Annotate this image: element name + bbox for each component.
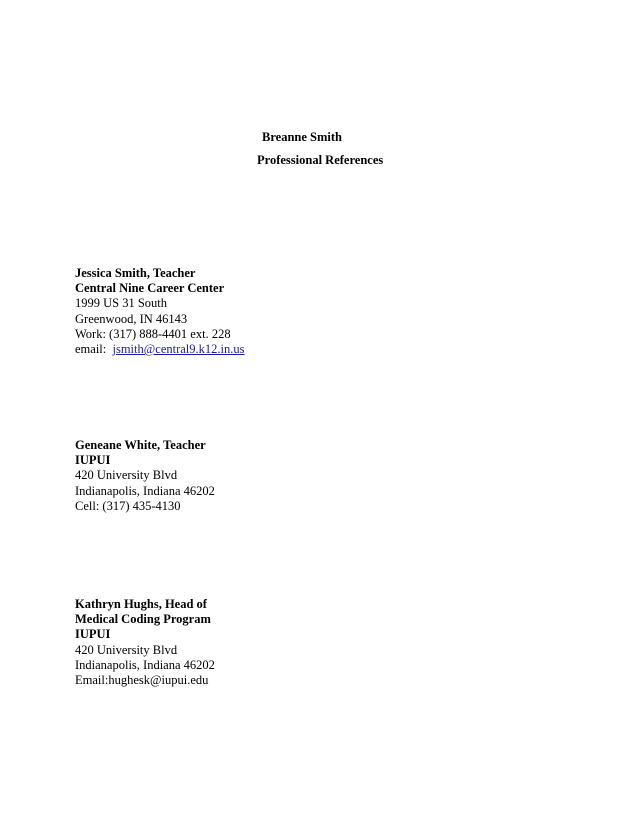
reference-organization: Central Nine Career Center: [75, 281, 225, 296]
reference-name-title-line1: Kathryn Hughs, Head of: [75, 597, 207, 611]
reference-work-phone: Work: (317) 888-4401 ext. 228: [75, 326, 231, 341]
reference-name-title: Geneane White, Teacher: [75, 438, 206, 452]
reference-address-line2: Indianapolis, Indiana 46202: [75, 483, 215, 498]
reference-email: Email:hughesk@iupui.edu: [75, 673, 209, 688]
reference-address-line1: 1999 US 31 South: [75, 296, 168, 311]
reference-kathryn-hughs: [75, 597, 375, 688]
reference-jessica-smith: [75, 266, 375, 357]
reference-geneane-white: [75, 438, 375, 514]
reference-address-line2: Greenwood, IN 46143: [75, 311, 188, 326]
reference-organization: IUPUI: [75, 453, 111, 468]
reference-name-title: Jessica Smith, Teacher: [75, 266, 196, 280]
reference-name-title-line2: Medical Coding Program: [75, 612, 211, 627]
reference-address-line1: 420 University Blvd: [75, 468, 178, 483]
document-title: Breanne Smith: [262, 130, 342, 144]
reference-address-line2: Indianapolis, Indiana 46202: [75, 657, 215, 672]
reference-cell-phone: Cell: (317) 435-4130: [75, 498, 181, 513]
reference-email-link[interactable]: jsmith@central9.k12.in.us: [112, 342, 245, 357]
reference-organization: IUPUI: [75, 627, 111, 642]
document-subtitle: Professional References: [257, 153, 384, 167]
reference-address-line1: 420 University Blvd: [75, 642, 178, 657]
reference-email-label: email:: [75, 342, 113, 357]
reference-email-row: [75, 342, 375, 357]
